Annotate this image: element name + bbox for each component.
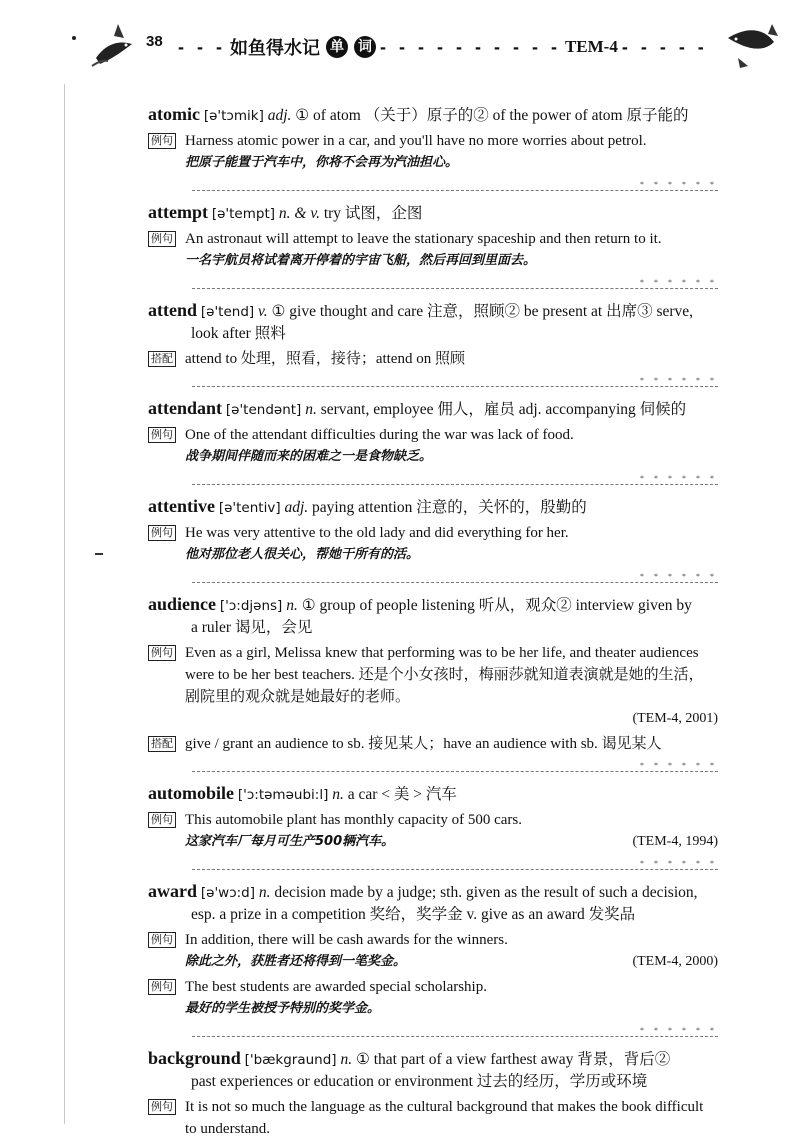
entry-attendant xyxy=(148,397,718,485)
example-row xyxy=(148,130,718,174)
phonetic: ['ɔ:djəns] xyxy=(219,598,283,614)
part-of-speech: adj. xyxy=(267,107,292,124)
definition: servant, employee 佣人，雇员 adj. accompanying 伺候的 xyxy=(320,401,687,418)
tag-label: 例句 xyxy=(148,231,176,247)
headword: atomic xyxy=(148,104,200,124)
example-chinese: 把原子能置于汽车中，你将不会再为汽油担心。 xyxy=(185,155,459,170)
tag-label: 搭配 xyxy=(148,351,176,367)
definition: ① that part of a view farthest away 背景，背后② xyxy=(355,1051,671,1068)
tag-label: 例句 xyxy=(148,1099,176,1115)
entry-automobile xyxy=(148,782,718,870)
example-row xyxy=(148,809,718,853)
tag-label: 例句 xyxy=(148,525,176,541)
example-chinese: 除此之外，获胜者还将得到一笔奖金。 xyxy=(185,954,407,969)
example-english: One of the attendant difficulties during the war was lack of food. xyxy=(185,427,574,443)
example-chinese: 这家汽车厂每月可生产500辆汽车。 xyxy=(185,834,395,849)
entry-separator xyxy=(192,761,718,772)
definition-continued: past experiences or education or environment 过去的经历，学历或环境 xyxy=(191,1073,648,1090)
entry-atomic xyxy=(148,103,718,191)
tag-label: 例句 xyxy=(148,645,176,661)
tag-label: 搭配 xyxy=(148,736,176,752)
headword: award xyxy=(148,881,197,901)
example-row xyxy=(148,522,718,566)
example-row xyxy=(148,929,718,973)
example-chinese: 他对那位老人很关心，帮她干所有的活。 xyxy=(185,547,420,562)
collocation-text: give / grant an audience to sb. 接见某人；have an audience with sb. 谒见某人 xyxy=(185,736,662,752)
circle-char-2: 词 xyxy=(354,36,376,58)
separator-stars: * * * * * * xyxy=(636,859,718,868)
entry-separator xyxy=(192,859,718,870)
tag-label: 例句 xyxy=(148,932,176,948)
exam-source: (TEM-4, 1994) xyxy=(632,834,718,849)
part-of-speech: n. xyxy=(332,786,344,803)
definition-continued: look after 照料 xyxy=(191,325,286,342)
example-row xyxy=(148,228,718,272)
definition: decision made by a judge; sth. given as the result of such a decision, xyxy=(274,884,698,901)
entry-head xyxy=(148,495,718,519)
tag-label: 例句 xyxy=(148,979,176,995)
separator-stars: * * * * * * xyxy=(636,1026,718,1035)
separator-stars: * * * * * * xyxy=(636,761,718,770)
entry-head xyxy=(148,880,718,926)
exam-source: (TEM-4, 2001) xyxy=(632,711,718,726)
margin-dot xyxy=(72,36,76,40)
headword: automobile xyxy=(148,783,235,803)
headword: attend xyxy=(148,300,197,320)
definition: try 试图，企图 xyxy=(323,205,423,222)
example-row xyxy=(148,642,718,730)
collocation-row xyxy=(148,733,718,755)
separator-stars: * * * * * * xyxy=(636,572,718,581)
phonetic: [ə'tendənt] xyxy=(225,402,302,418)
left-margin-rule xyxy=(64,84,65,1124)
example-row xyxy=(148,1096,718,1140)
part-of-speech: n. xyxy=(305,401,317,418)
header-dashes-mid: - - - - - - - - - - xyxy=(379,36,561,57)
part-of-speech: n. xyxy=(286,597,298,614)
book-title: 如鱼得水记 xyxy=(229,38,320,59)
tag-label: 例句 xyxy=(148,427,176,443)
exam-label: TEM-4 xyxy=(564,37,618,56)
entry-head xyxy=(148,201,718,225)
entry-head xyxy=(148,782,718,806)
example-chinese: 战争期间伴随而来的困难之一是食物缺乏。 xyxy=(185,449,433,464)
headword: audience xyxy=(148,594,217,614)
phonetic: [ə'tempt] xyxy=(211,206,276,222)
circle-char-1: 单 xyxy=(326,36,348,58)
example-english: An astronaut will attempt to leave the stationary spaceship and then return to it. xyxy=(185,231,662,247)
entry-head xyxy=(148,103,718,127)
phonetic: [ə'tɔmik] xyxy=(203,108,264,124)
separator-stars: * * * * * * xyxy=(636,278,718,287)
tag-label: 例句 xyxy=(148,133,176,149)
example-english: In addition, there will be cash awards for the winners. xyxy=(185,932,508,948)
phonetic: [ə'tentiv] xyxy=(218,500,281,516)
entry-list xyxy=(148,103,718,1140)
headword: attentive xyxy=(148,496,215,516)
definition-continued: a ruler 谒见，会见 xyxy=(191,619,313,636)
headword: background xyxy=(148,1048,241,1068)
example-english: He was very attentive to the old lady and did everything for her. xyxy=(185,525,569,541)
header-dashes-left: - - - xyxy=(178,36,226,57)
entry-separator xyxy=(192,376,718,387)
entry-attentive xyxy=(148,495,718,583)
entry-attempt xyxy=(148,201,718,289)
part-of-speech: v. xyxy=(258,303,268,320)
definition: paying attention 注意的，关怀的，殷勤的 xyxy=(312,499,587,516)
entry-separator xyxy=(192,1026,718,1037)
phonetic: ['bækgraund] xyxy=(244,1052,337,1068)
example-row xyxy=(148,976,718,1020)
part-of-speech: adj. xyxy=(284,499,309,516)
example-english: It is not so much the language as the cultural background that makes the book difficult to understand. xyxy=(185,1099,704,1137)
entry-head xyxy=(148,1047,718,1093)
tag-label: 例句 xyxy=(148,812,176,828)
entry-separator xyxy=(192,278,718,289)
collocation-row xyxy=(148,348,718,370)
headword: attempt xyxy=(148,202,208,222)
example-chinese: 最好的学生被授予特别的奖学金。 xyxy=(185,1001,381,1016)
separator-stars: * * * * * * xyxy=(636,180,718,189)
example-english: Harness atomic power in a car, and you'll have no more worries about petrol. xyxy=(185,133,647,149)
page-header xyxy=(0,0,800,80)
separator-stars: * * * * * * xyxy=(636,376,718,385)
separator-stars: * * * * * * xyxy=(636,474,718,483)
entry-separator xyxy=(192,474,718,485)
fish-ornament-left-icon xyxy=(88,14,140,70)
example-chinese: 一名宇航员将试着离开停着的宇宙飞船，然后再回到里面去。 xyxy=(185,253,537,268)
definition: a car < 美 > 汽车 xyxy=(347,786,457,803)
entry-separator xyxy=(192,180,718,191)
example-english: Even as a girl, Melissa knew that performing was to be her life, and theater audiences were to be her best teachers. 还是个小女孩时，梅丽莎就知道表演就是她的生活，剧院里的观众就是她最好的老师。 xyxy=(185,645,704,705)
part-of-speech: n. xyxy=(340,1051,353,1068)
phonetic: [ə'wɔ:d] xyxy=(200,885,256,901)
example-row xyxy=(148,424,718,468)
header-dashes-right: - - - - - xyxy=(621,36,708,57)
definition: ① of atom （关于）原子的② of the power of atom 原子能的 xyxy=(295,107,689,124)
part-of-speech: n. & v. xyxy=(278,205,320,222)
entry-head xyxy=(148,299,718,345)
collocation-text: attend to 处理，照看，接待；attend on 照顾 xyxy=(185,351,465,367)
entry-audience xyxy=(148,593,718,772)
phonetic: ['ɔ:təməubi:l] xyxy=(237,787,329,803)
entry-attend xyxy=(148,299,718,387)
entry-head xyxy=(148,397,718,421)
entry-award xyxy=(148,880,718,1037)
exam-source: (TEM-4, 2000) xyxy=(632,954,718,969)
running-header xyxy=(178,35,738,59)
margin-dash xyxy=(95,553,103,555)
entry-head xyxy=(148,593,718,639)
part-of-speech: n. xyxy=(258,884,271,901)
definition-continued: esp. a prize in a competition 奖给，奖学金 v. give as an award 发奖品 xyxy=(191,906,636,923)
example-english: The best students are awarded special scholarship. xyxy=(185,979,487,995)
definition: ① group of people listening 听从，观众② interview given by xyxy=(301,597,692,614)
entry-separator xyxy=(192,572,718,583)
phonetic: [ə'tend] xyxy=(200,304,255,320)
example-english: This automobile plant has monthly capacity of 500 cars. xyxy=(185,812,523,828)
page-number: 38 xyxy=(146,33,163,50)
headword: attendant xyxy=(148,398,223,418)
fish-ornament-right-icon xyxy=(718,14,780,70)
entry-background xyxy=(148,1047,718,1140)
definition: ① give thought and care 注意，照顾② be present at 出席③ serve, xyxy=(271,303,694,320)
